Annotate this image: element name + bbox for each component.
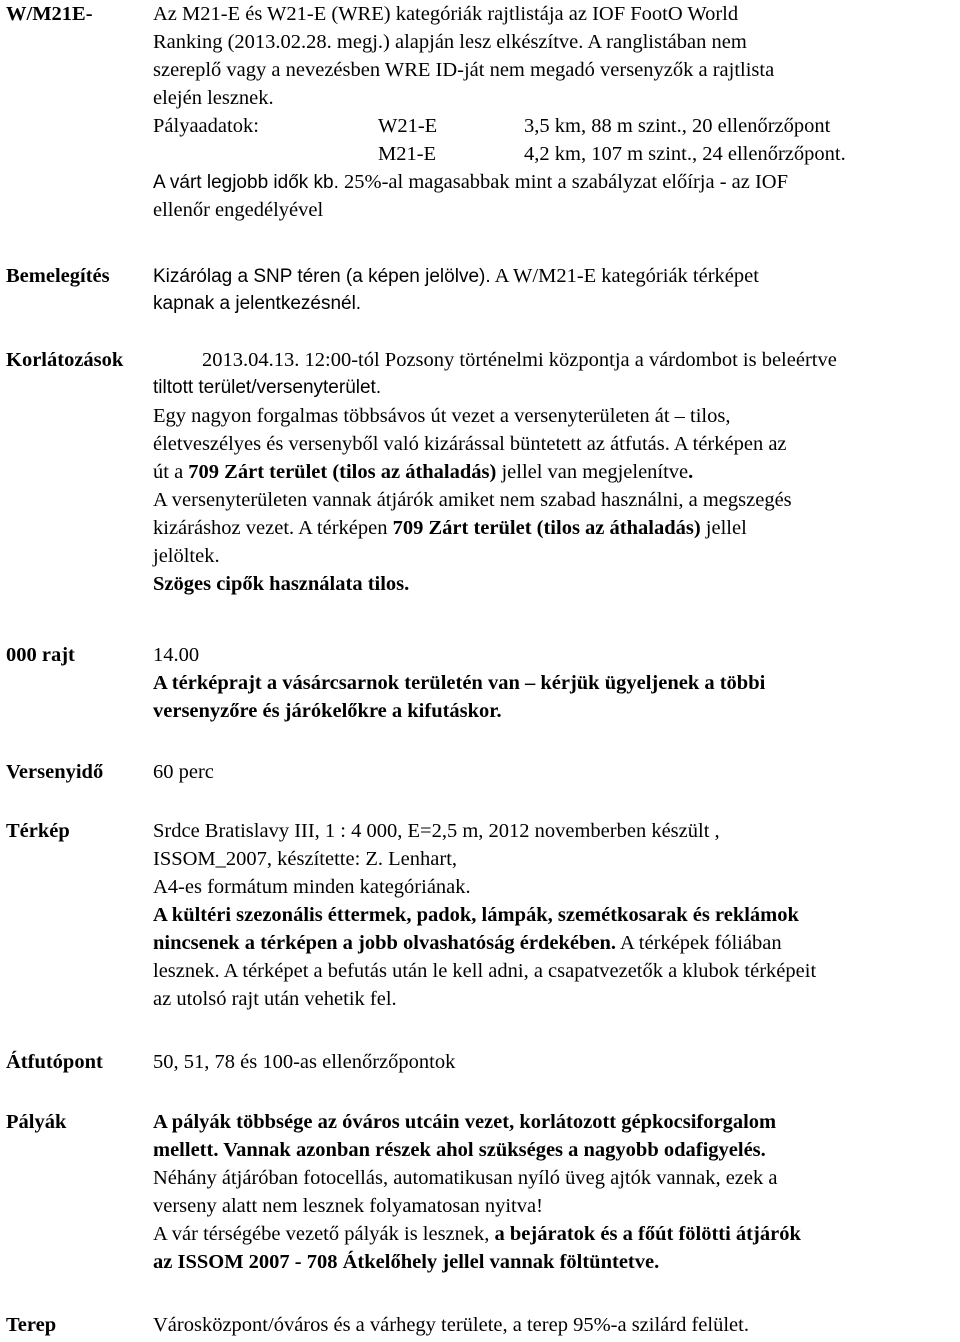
section-label-racetime: Versenyidő	[6, 761, 104, 783]
section-label-courses: Pályák	[6, 1111, 67, 1133]
map-line-6: lesznek. A térképet a befutás után le kell adni, a csapatvezetők a klubok térképeit	[153, 960, 817, 982]
warmup-line-1	[153, 262, 953, 290]
closed-area-symbol: 709 Zárt terület (tilos az áthaladás)	[188, 461, 497, 483]
warmup-note: A W/M21-E kategóriák térképet	[490, 265, 759, 287]
map-line-5: nincsenek a térképen a jobb olvashatóság érdekében. A térképek fóliában	[153, 932, 782, 954]
spectator-value: 50, 51, 78 és 100-as ellenőrzőpontok	[153, 1051, 456, 1073]
map-line-2: ISSOM_2007, készítette: Z. Lenhart,	[153, 848, 458, 870]
map-line-1: Srdce Bratislavy III, 1 : 4 000, E=2,5 m, 2012 novemberben készült ,	[153, 820, 720, 842]
terrain-value: Városközpont/óváros és a várhegy területe, a terep 95%-a szilárd felület.	[153, 1314, 749, 1336]
restrictions-line-8: jelöltek.	[153, 545, 220, 567]
restrictions-line-2: tiltott terület/versenyterület.	[153, 377, 382, 398]
category-line-4: elején lesznek.	[153, 87, 274, 109]
expected-times-label: A várt legjobb idők kb.	[153, 172, 339, 193]
racetime-value: 60 perc	[153, 761, 214, 783]
course-m-data: 4,2 km, 107 m szint., 24 ellenőrzőpont.	[524, 143, 846, 165]
courses-line-6: az ISSOM 2007 - 708 Átkelőhely jellel vannak föltüntetve.	[153, 1251, 660, 1273]
spiked-shoes-warning: Szöges cipők használata tilos.	[153, 573, 410, 595]
restrictions-text-1: 12:00-tól Pozsony történelmi központja a várdombot is beleértve	[299, 349, 837, 371]
course-m-category: M21-E	[378, 143, 437, 165]
expected-times-line-2: ellenőr engedélyével	[153, 199, 324, 221]
course-w-data: 3,5 km, 88 m szint., 20 ellenőrzőpont	[524, 115, 831, 137]
start-section	[153, 641, 953, 725]
warmup-line-2: kapnak a jelentkezésnél.	[153, 293, 362, 314]
map-line-3: A4-es formátum minden kategóriának.	[153, 876, 471, 898]
warmup-location: Kizárólag a SNP téren (a képen jelölve).	[153, 266, 491, 287]
start-line-2: versenyzőre és járókelőkre a kifutáskor.	[153, 700, 502, 722]
restrictions-first-line	[202, 346, 957, 374]
category-line-3: szereplő vagy a nevezésben WRE ID-ját nem megadó versenyzők a rajtlista	[153, 59, 775, 81]
section-label-warmup: Bemelegítés	[6, 265, 110, 287]
category-line-2: Ranking (2013.02.28. megj.) alapján lesz elkészítve. A ranglistában nem	[153, 31, 747, 53]
restrictions-line-4: életveszélyes és versenyből való kizárással büntetett az átfutás. A térképen az	[153, 433, 787, 455]
map-section	[153, 817, 953, 1013]
section-label-start: 000 rajt	[6, 644, 75, 666]
courses-line-2: mellett. Vannak azonban részek ahol szükséges a nagyobb odafigyelés.	[153, 1139, 766, 1161]
restrictions-line-9	[153, 570, 953, 598]
start-line-1: A térképrajt a vásárcsarnok területén van – kérjük ügyeljenek a többi	[153, 672, 766, 694]
section-label-map: Térkép	[6, 820, 70, 842]
restrictions-line-7: kizáráshoz vezet. A térképen 709 Zárt terület (tilos az áthaladás) jellel	[153, 517, 747, 539]
map-line-7: az utolsó rajt után vehetik fel.	[153, 988, 397, 1010]
courses-line-3: Néhány átjáróban fotocellás, automatikusan nyíló üveg ajtók vannak, ezek a	[153, 1167, 778, 1189]
warmup-section	[153, 262, 953, 318]
section-label-restrictions: Korlátozások	[6, 349, 124, 371]
category-line-1: Az M21-E és W21-E (WRE) kategóriák rajtlistája az IOF FootO World	[153, 3, 739, 25]
course-data-m	[153, 140, 953, 168]
expected-times-line	[153, 168, 953, 196]
spectator-section	[153, 1048, 953, 1076]
restrictions-line-6: A versenyterületen vannak átjárók amiket nem szabad használni, a megszegés	[153, 489, 792, 511]
closed-area-symbol-2: 709 Zárt terület (tilos az áthaladás)	[392, 517, 701, 539]
restrictions-section	[153, 374, 953, 598]
racetime-section	[153, 758, 953, 786]
expected-times-text: 25%-al magasabbak mint a szabályzat előírja - az IOF	[338, 171, 788, 193]
terrain-section	[153, 1311, 953, 1339]
restrictions-line-3: Egy nagyon forgalmas többsávos út vezet a versenyterületen át – tilos,	[153, 405, 731, 427]
course-data-w	[153, 112, 953, 140]
section-label-category: W/M21E-	[6, 3, 93, 25]
section-label-terrain: Terep	[6, 1314, 57, 1336]
restrictions-date: 2013.04.13.	[202, 349, 300, 371]
courses-line-1: A pályák többsége az óváros utcáin vezet, korlátozott gépkocsiforgalom	[153, 1111, 777, 1133]
course-w-category: W21-E	[378, 115, 438, 137]
start-time: 14.00	[153, 644, 200, 666]
map-line-4: A kültéri szezonális éttermek, padok, lámpák, szemétkosarak és reklámok	[153, 904, 799, 926]
category-section	[153, 0, 953, 224]
courses-line-4: verseny alatt nem lesznek folyamatosan nyitva!	[153, 1195, 543, 1217]
restrictions-line-5: út a 709 Zárt terület (tilos az áthaladás) jellel van megjelenítve.	[153, 461, 694, 483]
section-label-spectator: Átfutópont	[6, 1051, 103, 1073]
course-data-label: Pályaadatok:	[153, 115, 259, 137]
courses-line-5: A vár térségébe vezető pályák is lesznek, a bejáratok és a főút fölötti átjárók	[153, 1223, 801, 1245]
courses-section	[153, 1108, 953, 1276]
